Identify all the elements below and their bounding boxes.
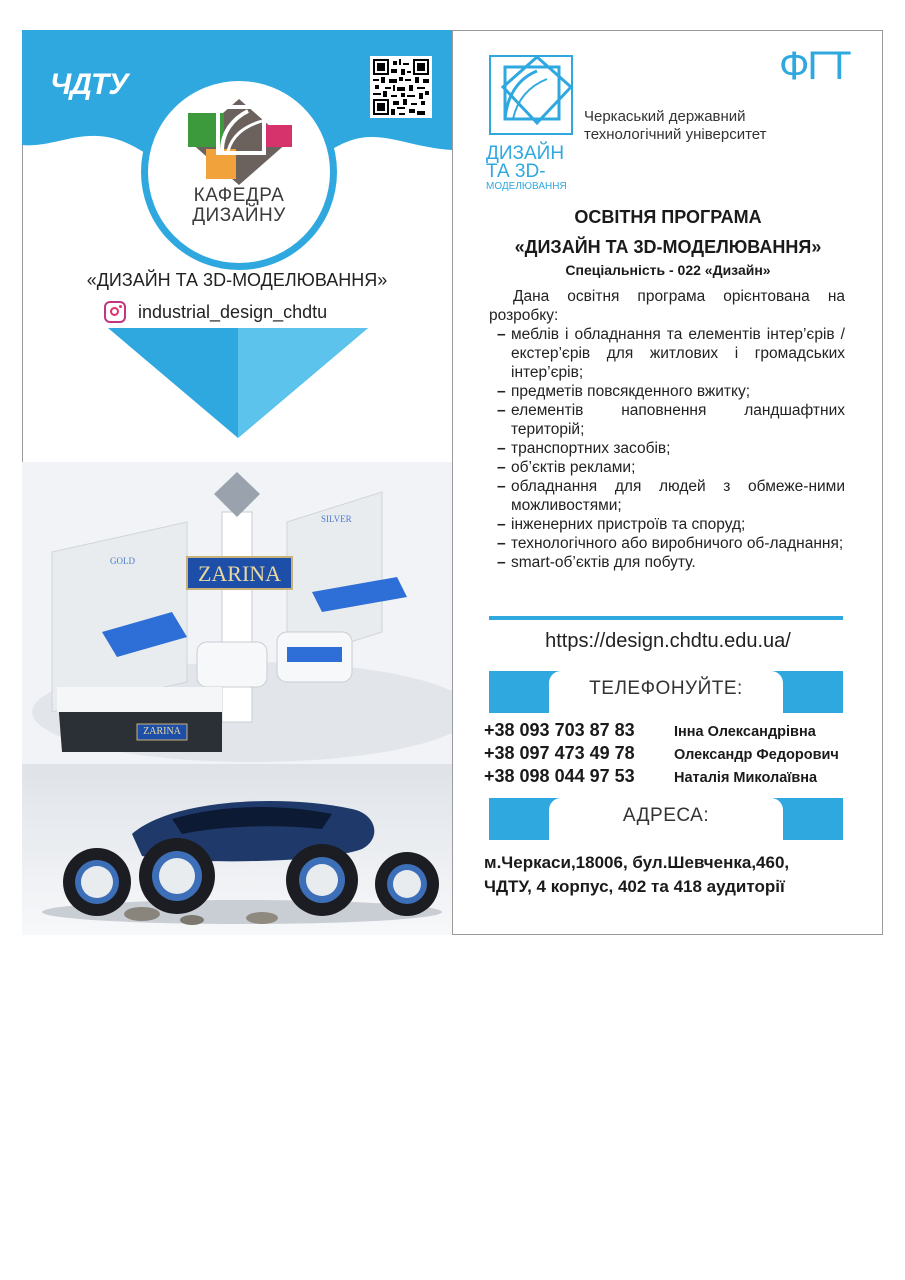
list-item: – об’єктів реклами;: [511, 458, 845, 477]
booth-label-silver: SILVER: [321, 514, 352, 524]
program-description: [489, 287, 845, 572]
program-title: [453, 202, 883, 262]
instagram-icon: [104, 301, 126, 323]
university-name: [584, 108, 767, 144]
left-panel: [22, 30, 452, 935]
contact-row: [484, 720, 884, 743]
department-name: [148, 186, 330, 226]
contact-name: Олександр Федорович: [674, 747, 839, 763]
instagram-row[interactable]: [104, 299, 327, 325]
contact-name: Наталія Миколаївна: [674, 770, 818, 786]
faculty-logo: ФГТ: [779, 44, 850, 88]
address-heading-bar: [489, 798, 843, 840]
program-logo-mark: [491, 57, 571, 133]
list-item: – меблів і обладнання та елементів інтер’єрів / екстер’єрів для житлових і громадських інтер’єрів;: [511, 325, 845, 382]
program-logo-text: [486, 145, 567, 192]
address-line-1: м.Черкаси,18006, бул.Шевченка,460,: [484, 853, 790, 872]
program-logo: [489, 55, 573, 135]
qr-code-icon: [370, 56, 432, 118]
address-line-2: ЧДТУ, 4 корпус, 402 та 418 аудиторії: [484, 877, 785, 896]
booth-label-gold: GOLD: [110, 556, 135, 566]
right-panel: [453, 30, 883, 935]
program-logo-line-3: МОДЕЛЮВАННЯ: [486, 181, 567, 192]
program-title-line-1: ОСВІТНЯ ПРОГРАМА: [574, 207, 762, 227]
contact-row: [484, 766, 884, 789]
address: [484, 851, 879, 899]
list-item: – обладнання для людей з обмеже-ними можливостями;: [511, 477, 845, 515]
department-logo-mark: [176, 99, 302, 185]
list-item: – smart-об’єктів для побуту.: [511, 553, 845, 572]
instagram-handle[interactable]: industrial_design_chdtu: [138, 301, 328, 322]
university-line-2: технологічний університет: [584, 126, 767, 143]
description-intro: Дана освітня програма орієнтована на розробку:: [489, 288, 845, 324]
list-item: – інженерних пристроїв та споруд;: [511, 515, 845, 534]
call-heading: ТЕЛЕФОНУЙТЕ:: [549, 671, 783, 713]
contact-row: [484, 743, 884, 766]
vehicle-render-image: [22, 764, 452, 935]
website-link[interactable]: https://design.chdtu.edu.ua/: [545, 630, 791, 652]
contact-phone[interactable]: +38 098 044 97 53: [484, 766, 635, 786]
department-logo: [141, 74, 337, 270]
program-logo-line-1: ДИЗАЙН: [486, 143, 565, 164]
chdtu-logo: ЧДТУ: [50, 68, 128, 101]
list-item: – предметів повсякденного вжитку;: [511, 382, 845, 401]
list-item: – елементів наповнення ландшафтних територій;: [511, 401, 845, 439]
development-list: [489, 325, 845, 572]
department-line-2: ДИЗАЙНУ: [192, 205, 286, 226]
contact-phone[interactable]: +38 093 703 87 83: [484, 720, 635, 740]
program-title-line-2: «ДИЗАЙН ТА 3D-МОДЕЛЮВАННЯ»: [514, 237, 822, 257]
university-line-1: Черкаський державний: [584, 108, 746, 125]
call-heading-bar: [489, 671, 843, 713]
program-name: «ДИЗАЙН ТА 3D-МОДЕЛЮВАННЯ»: [86, 270, 388, 290]
program-logo-line-2: ТА 3D-: [486, 161, 546, 182]
section-divider: [489, 616, 843, 620]
specialty: Спеціальність - 022 «Дизайн»: [565, 262, 771, 278]
booth-render-image: [22, 462, 452, 764]
contacts-list: [484, 720, 884, 789]
booth-brand-small: ZARINA: [143, 726, 181, 737]
contact-phone[interactable]: +38 097 473 49 78: [484, 743, 635, 763]
list-item: – технологічного або виробничого об-ладнання;: [511, 534, 845, 553]
decorative-triangles: [22, 328, 452, 440]
booth-brand: ZARINA: [197, 561, 282, 586]
department-line-1: КАФЕДРА: [193, 185, 285, 206]
contact-name: Інна Олександрівна: [674, 724, 816, 740]
address-heading: АДРЕСА:: [549, 798, 783, 840]
list-item: – транспортних засобів;: [511, 439, 845, 458]
